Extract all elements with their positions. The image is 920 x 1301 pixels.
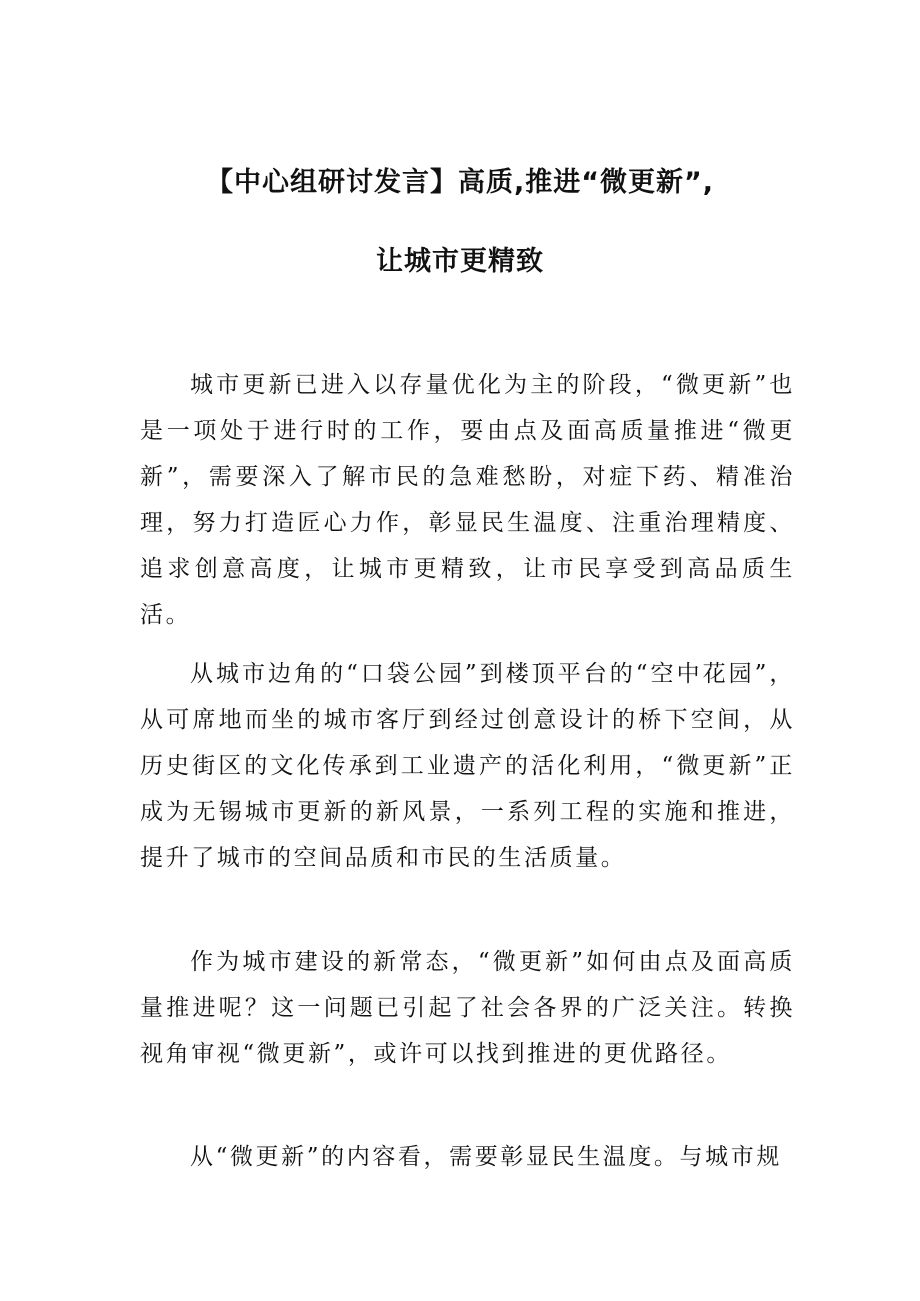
body-paragraph-4: 从“微更新”的内容看，需要彰显民生温度。与城市规 bbox=[190, 1144, 782, 1170]
body-paragraph-3: 作为城市建设的新常态，“微更新”如何由点及面高质量推进呢？这一问题已引起了社会各界的广泛关注。转换视角审视“微更新”，或许可以找到推进的更优路径。 bbox=[140, 949, 795, 1067]
document-title-line-1: 【中心组研讨发言】高质,推进“微更新”, bbox=[205, 167, 714, 198]
document-title-line-2: 让城市更精致 bbox=[376, 246, 544, 277]
body-paragraph-1: 城市更新已进入以存量优化为主的阶段，“微更新”也是一项处于进行时的工作，要由点及面高质量推进“微更新”，需要深入了解市民的急难愁盼，对症下药、精准治理，努力打造匠心力作，彰显民生温度、注重治理精度、追求创意高度，让城市更精致，让市民享受到高品质生活。 bbox=[140, 372, 795, 628]
body-paragraph-2: 从城市边角的“口袋公园”到楼顶平台的“空中花园”，从可席地而坐的城市客厅到经过创意设计的桥下空间，从历史街区的文化传承到工业遗产的活化利用，“微更新”正成为无锡城市更新的新风景，一系列工程的实施和推进，提升了城市的空间品质和市民的生活质量。 bbox=[140, 661, 795, 871]
